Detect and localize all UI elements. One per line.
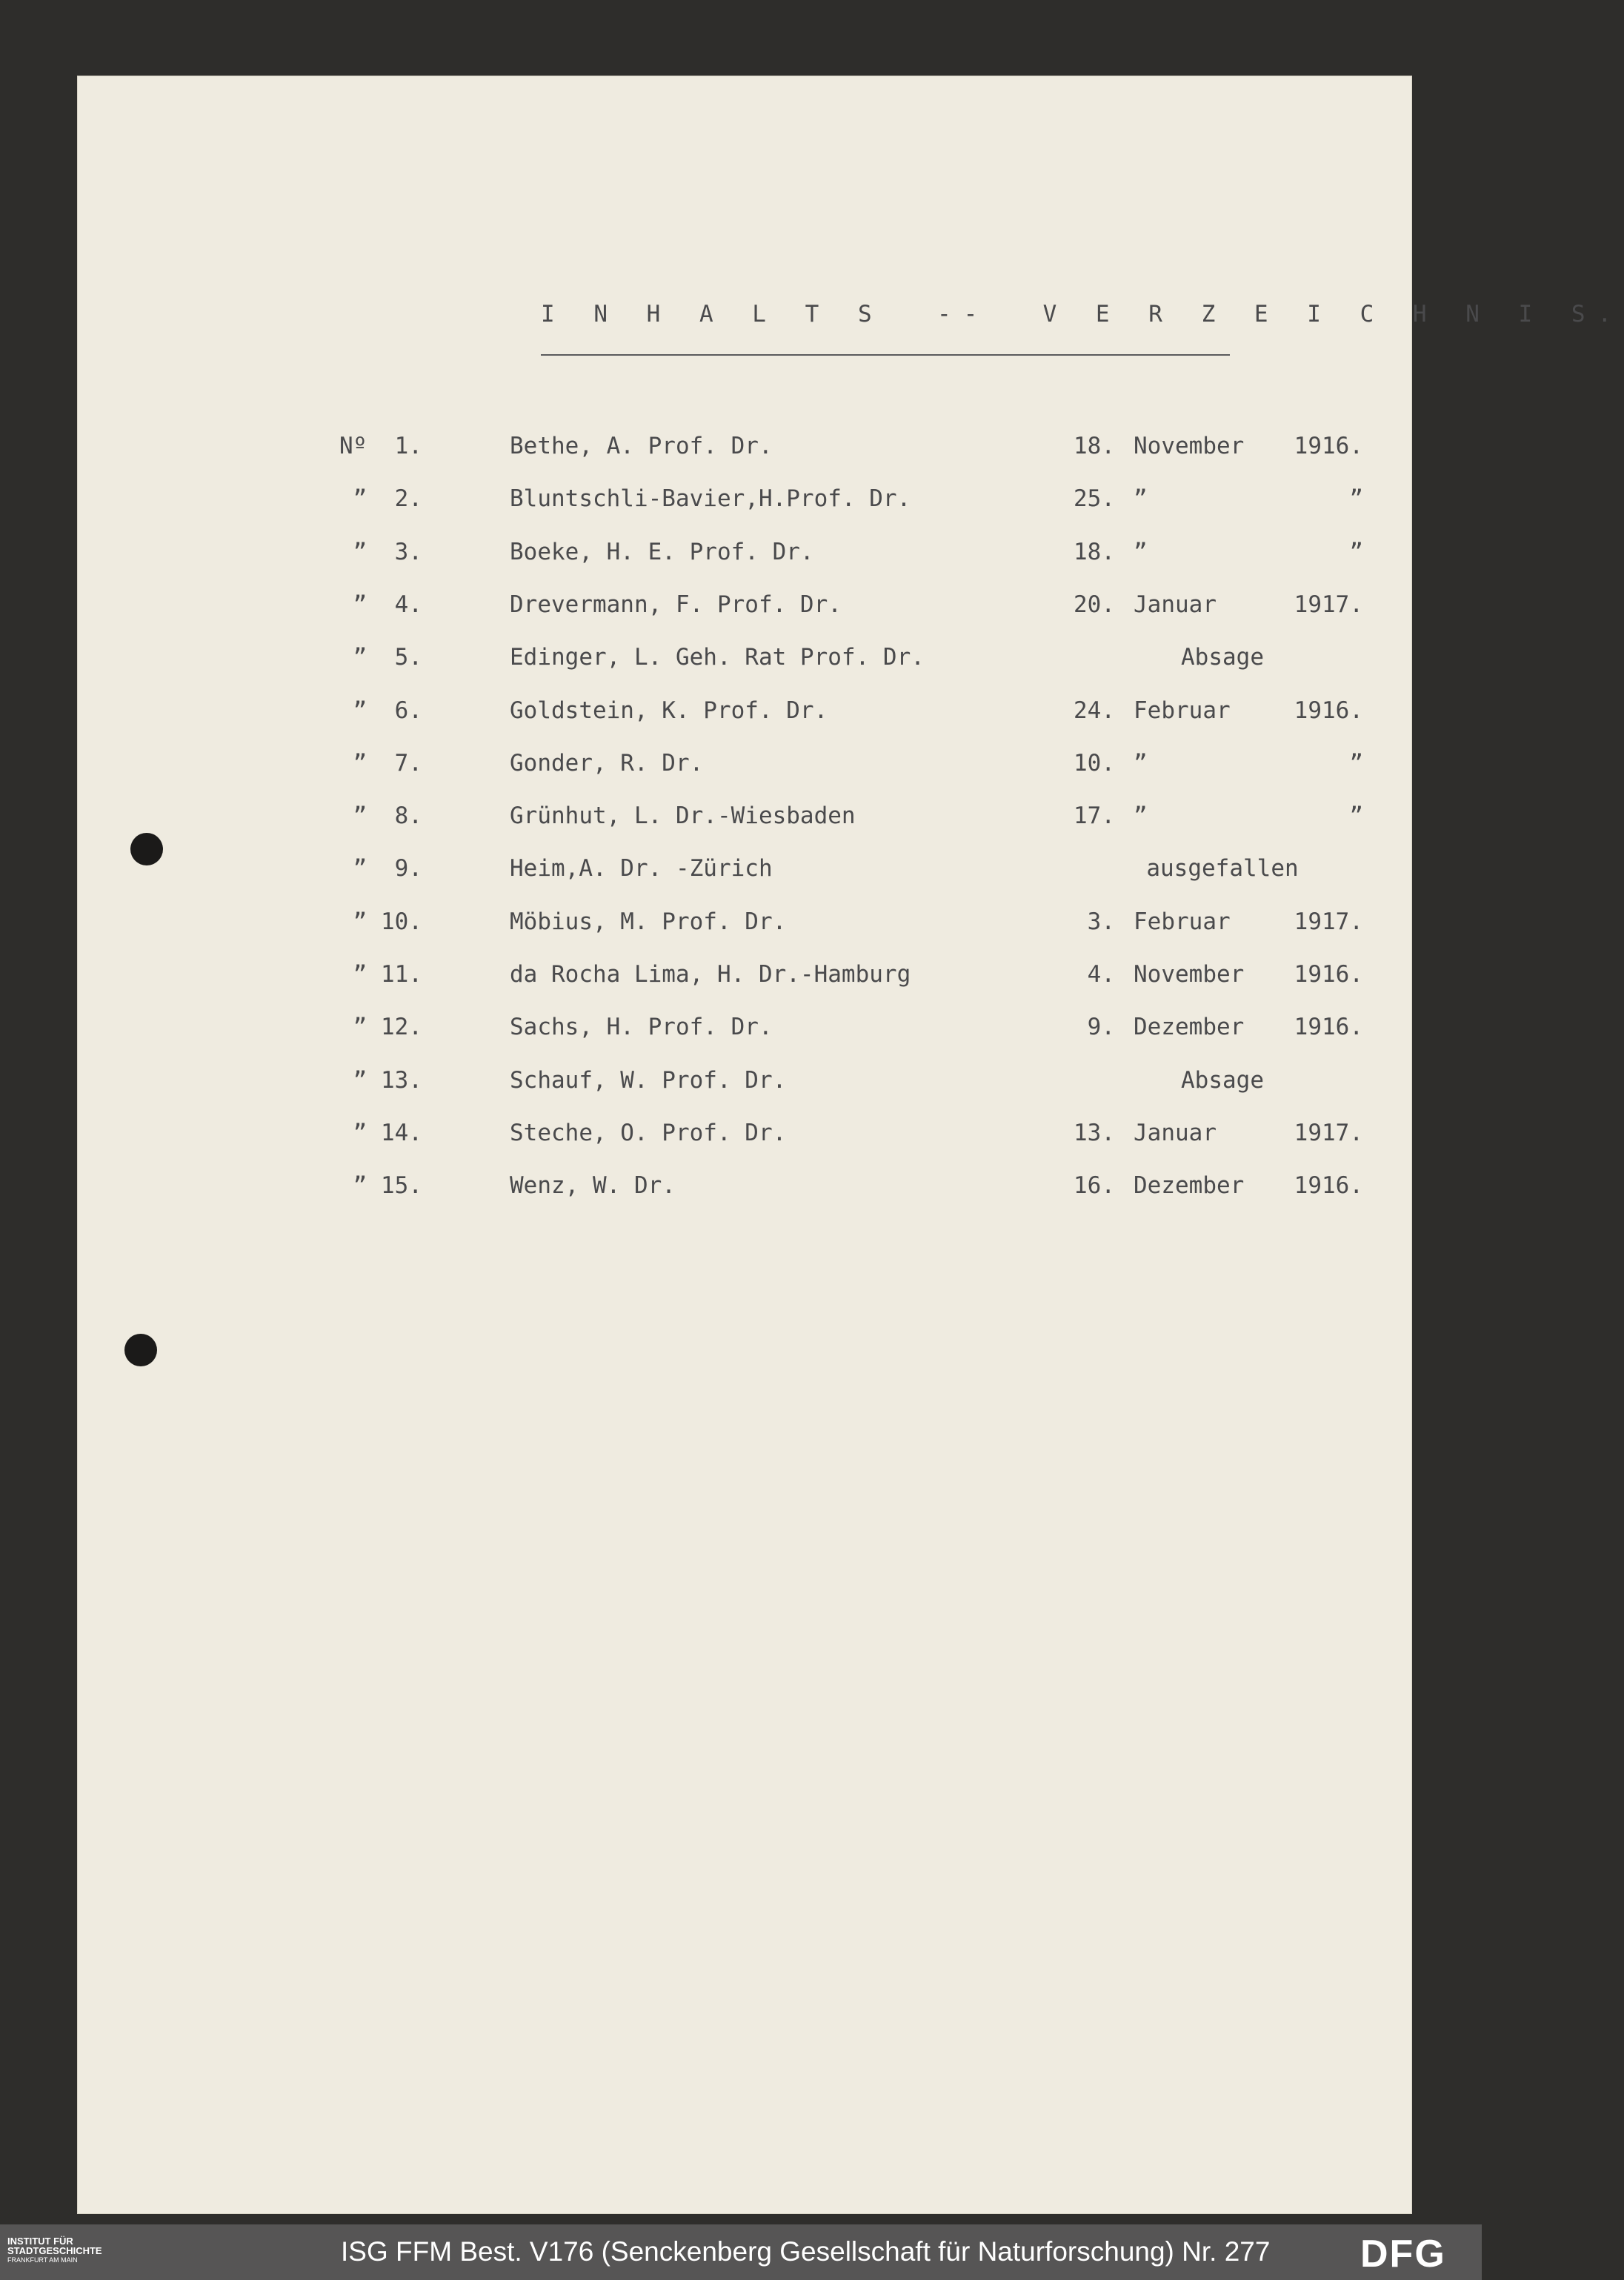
entry-year: ” [1349,485,1363,512]
entry-year: ” [1349,539,1363,565]
list-item [0,697,1482,742]
entry-month: ” [1134,539,1148,565]
entry-year: 1916. [1294,433,1363,459]
entry-name: Steche, O. Prof. Dr. [510,1120,787,1146]
entry-name: da Rocha Lima, H. Dr.-Hamburg [510,961,911,988]
entry-year: ” [1349,802,1363,829]
entry-name: Sachs, H. Prof. Dr. [510,1014,773,1040]
entry-name: Boeke, H. E. Prof. Dr. [510,539,814,565]
entry-month: Februar [1134,908,1231,935]
list-item [0,1120,1482,1164]
entry-number: ” 7. [353,750,422,777]
entry-number: ” 3. [353,539,422,565]
list-item [0,644,1482,688]
list-item [0,1172,1482,1217]
entry-year: 1916. [1294,1014,1363,1040]
entry-note: Absage [1181,1067,1264,1094]
entry-number: ” 9. [353,855,422,882]
entry-name: Möbius, M. Prof. Dr. [510,908,787,935]
entry-year: 1917. [1294,908,1363,935]
entry-number: ” 2. [353,485,422,512]
list-item [0,539,1482,583]
entry-year: 1917. [1294,591,1363,618]
title-underline [541,354,1230,356]
entry-day: 13. [1074,1120,1115,1146]
list-item [0,908,1482,953]
entry-name: Drevermann, F. Prof. Dr. [510,591,842,618]
punch-hole [124,1334,157,1366]
entry-name: Heim,A. Dr. -Zürich [510,855,773,882]
entry-number: ” 5. [353,644,422,671]
entry-month: Dezember [1134,1014,1245,1040]
entry-year: 1917. [1294,1120,1363,1146]
entry-year: 1916. [1294,697,1363,724]
entry-name: Wenz, W. Dr. [510,1172,676,1199]
entry-month: ” [1134,485,1148,512]
entry-number: ” 11. [353,961,422,988]
list-item [0,591,1482,636]
entry-number: ” 14. [353,1120,422,1146]
list-item [0,485,1482,530]
archive-caption: ISG FFM Best. V176 (Senckenberg Gesellschaft für Naturforschung) Nr. 277 [341,2236,1271,2267]
entry-month: ” [1134,750,1148,777]
entry-month: Januar [1134,1120,1217,1146]
list-item [0,855,1482,900]
entry-name: Bethe, A. Prof. Dr. [510,433,773,459]
institution-line: STADTGESCHICHTE [7,2245,102,2256]
entry-name: Goldstein, K. Prof. Dr. [510,697,828,724]
entry-month: November [1134,961,1245,988]
entry-name: Gonder, R. Dr. [510,750,704,777]
entry-name: Bluntschli-Bavier,H.Prof. Dr. [510,485,911,512]
list-item [0,433,1482,477]
entry-note: ausgefallen [1146,855,1299,882]
entry-note: Absage [1181,644,1264,671]
dfg-logo: DFG [1360,2233,1446,2276]
page-title: I N H A L T S -- V E R Z E I C H N I S. [541,301,1624,328]
entry-day: 18. [1074,539,1115,565]
entry-number: ” 12. [353,1014,422,1040]
entry-day: 25. [1074,485,1115,512]
entry-name: Grünhut, L. Dr.-Wiesbaden [510,802,856,829]
entry-number: ” 15. [353,1172,422,1199]
entry-year: ” [1349,750,1363,777]
entry-month: Februar [1134,697,1231,724]
entry-name: Edinger, L. Geh. Rat Prof. Dr. [510,644,925,671]
entry-day: 24. [1074,697,1115,724]
entry-day: 10. [1074,750,1115,777]
entry-month: Dezember [1134,1172,1245,1199]
entry-number: ” 10. [353,908,422,935]
entry-day: 9. [1087,1014,1115,1040]
entry-month: ” [1134,802,1148,829]
entry-number: ” 6. [353,697,422,724]
entry-day: 17. [1074,802,1115,829]
entry-year: 1916. [1294,1172,1363,1199]
entry-day: 4. [1087,961,1115,988]
entry-number: Nº 1. [339,433,422,459]
list-item [0,1067,1482,1111]
entry-day: 20. [1074,591,1115,618]
entry-number: ” 4. [353,591,422,618]
entry-name: Schauf, W. Prof. Dr. [510,1067,787,1094]
list-item [0,1014,1482,1058]
footer-bar [0,2224,1482,2280]
entry-month: Januar [1134,591,1217,618]
institution-logo [7,2236,156,2265]
list-item [0,961,1482,1006]
entry-number: ” 13. [353,1067,422,1094]
institution-line: FRANKFURT AM MAIN [7,2256,78,2264]
entry-day: 18. [1074,433,1115,459]
entry-number: ” 8. [353,802,422,829]
institution-line: INSTITUT FÜR [7,2236,73,2247]
entry-month: November [1134,433,1245,459]
entry-year: 1916. [1294,961,1363,988]
list-item [0,750,1482,794]
entry-day: 16. [1074,1172,1115,1199]
entry-day: 3. [1087,908,1115,935]
list-item [0,802,1482,847]
